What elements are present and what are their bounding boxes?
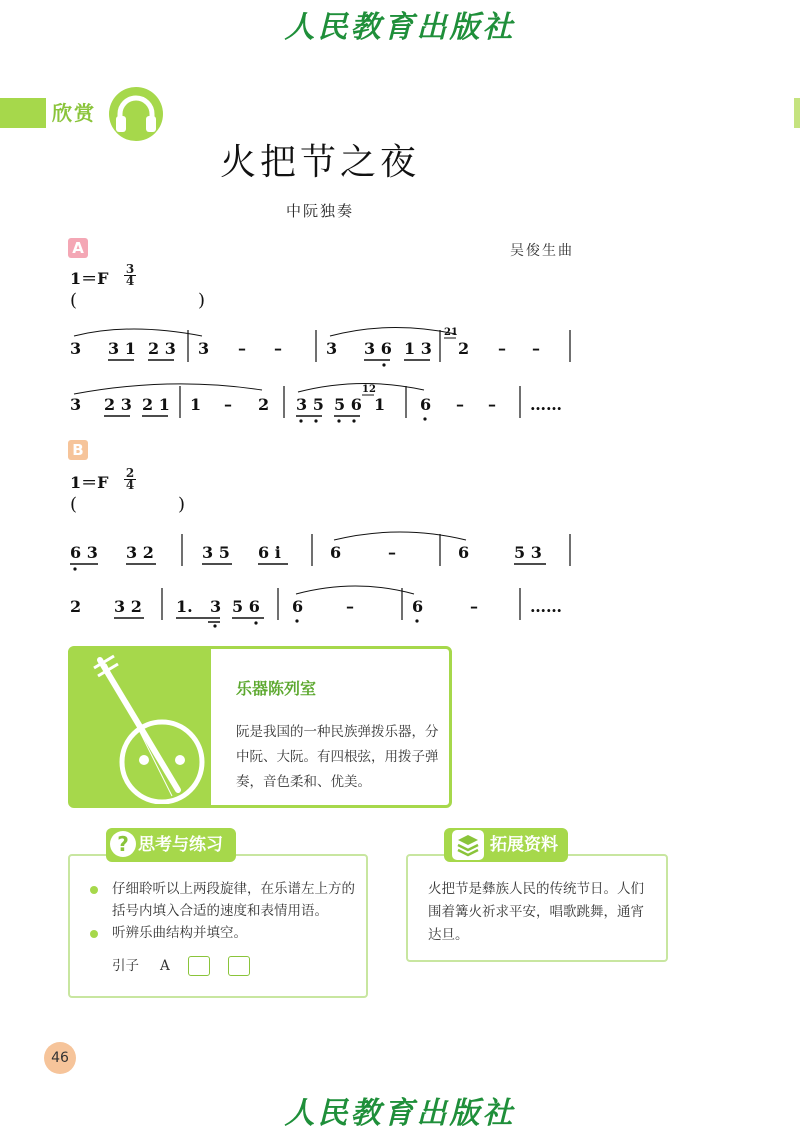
exercise-item: 听辨乐曲结构并填空。 [112, 925, 247, 941]
ruan-instrument-icon [80, 650, 210, 804]
note: 6 i [258, 543, 281, 562]
extension-title: 拓展资料 [490, 835, 558, 855]
edge-mark [794, 98, 800, 128]
tempo-paren-close-a: ) [198, 290, 206, 311]
note: 2 [458, 339, 470, 358]
dash: – [238, 339, 246, 358]
tempo-paren-close-b: ) [178, 494, 186, 515]
note: 3 [70, 395, 82, 414]
dash: – [224, 395, 232, 414]
note: 6 [420, 395, 432, 414]
dash: – [488, 395, 496, 414]
note: 5 6 [232, 597, 260, 616]
note: 2 3 [148, 339, 176, 358]
answer-blank-2[interactable] [228, 956, 250, 976]
dash: – [274, 339, 282, 358]
dash: – [388, 543, 396, 562]
dash: – [456, 395, 464, 414]
note: 1. [176, 597, 193, 616]
think-practice-title: 思考与练习 [138, 835, 223, 855]
key-signature-b: 1＝F [70, 473, 109, 492]
structure-a-label: A [160, 958, 170, 974]
note: 3 2 [114, 597, 142, 616]
answer-blank-1[interactable] [188, 956, 210, 976]
time-signature-a: 3 4 [125, 262, 135, 288]
tempo-paren-open-b: ( [70, 494, 78, 515]
note: 3 5 [202, 543, 230, 562]
note: 6 [292, 597, 304, 616]
section-letter-b: B [68, 440, 88, 460]
extension-text: 火把节是彝族人民的传统节日。人们围着篝火祈求平安，唱歌跳舞，通宵达旦。 [428, 881, 644, 943]
instrument-title: 乐器陈列室 [236, 679, 317, 698]
notation-part-b [0, 520, 800, 630]
composer-credit: 吴俊生曲 [510, 243, 574, 259]
section-label: 欣赏 [52, 101, 96, 125]
note: 6 [330, 543, 342, 562]
note: 6 3 [70, 543, 98, 562]
note: 6 [412, 597, 424, 616]
note: 3 [70, 339, 82, 358]
note: 5 3 [514, 543, 542, 562]
structure-intro-label: 引子 [112, 958, 139, 974]
note: 2 [258, 395, 270, 414]
bullet-icon [90, 886, 98, 894]
note: 1 [374, 395, 386, 414]
note: 3 [198, 339, 210, 358]
note: 3 6 [364, 339, 392, 358]
time-signature-b: 2 4 [125, 466, 135, 492]
stack-icon [452, 830, 484, 860]
publisher-footer: 人民教育出版社 [284, 1096, 516, 1131]
dash: – [470, 597, 478, 616]
section-tab-bar [0, 98, 46, 128]
piece-title: 火把节之夜 [219, 142, 420, 183]
note: 5 6 [334, 395, 362, 414]
page-number: 46 [44, 1042, 76, 1074]
dash: – [346, 597, 354, 616]
grace-note: 12 [362, 384, 376, 395]
note: 3 [326, 339, 338, 358]
note: 2 [70, 597, 82, 616]
question-icon: ? [110, 831, 136, 857]
key-signature-a: 1＝F [70, 269, 109, 288]
instrument-description: 阮是我国的一种民族弹拨乐器，分中阮、大阮。有四根弦，用拨子弹奏，音色柔和、优美。 [236, 724, 439, 790]
note: 2 3 [104, 395, 132, 414]
grace-note: 21 [444, 327, 458, 338]
note: 3 [210, 597, 222, 616]
tempo-paren-open-a: ( [70, 290, 78, 311]
note: 6 [458, 543, 470, 562]
note: 1 3 [404, 339, 432, 358]
note: 3 2 [126, 543, 154, 562]
exercise-item: 仔细聆听以上两段旋律，在乐谱左上方的括号内填入合适的速度和表情用语。 [112, 881, 355, 919]
dash: – [532, 339, 540, 358]
publisher-header: 人民教育出版社 [284, 10, 516, 45]
note: 1 [190, 395, 202, 414]
piece-subtitle: 中阮独奏 [285, 202, 354, 220]
note: 3 5 [296, 395, 324, 414]
section-letter-a: A [68, 238, 88, 258]
bullet-icon [90, 930, 98, 938]
ellipsis: …… [530, 395, 562, 414]
dash: – [498, 339, 506, 358]
note: 3 1 [108, 339, 136, 358]
note: 2 1 [142, 395, 170, 414]
ellipsis: …… [530, 597, 562, 616]
notation-part-a [0, 320, 800, 430]
